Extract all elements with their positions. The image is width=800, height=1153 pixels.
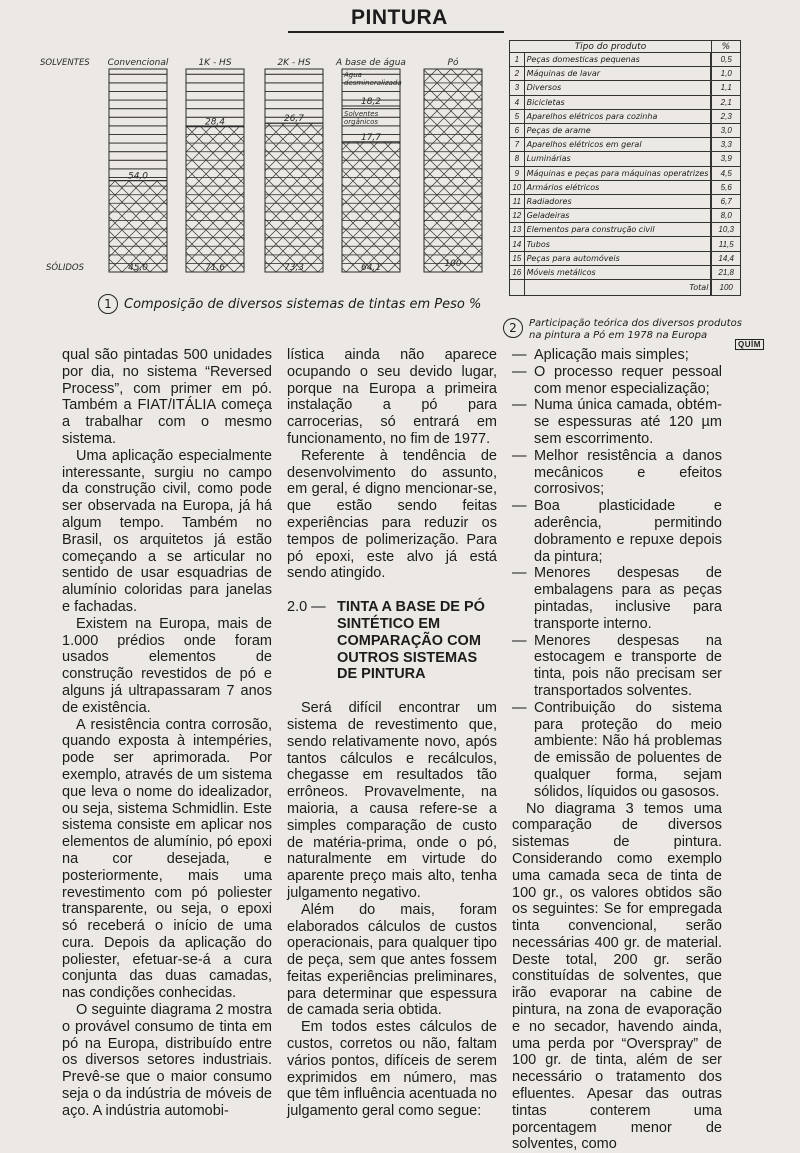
product-name: Máquinas de lavar <box>524 67 711 81</box>
value-label: 54,0 <box>127 171 149 182</box>
list-dash: — <box>512 498 527 515</box>
solvent-label: Solventes <box>344 109 379 118</box>
product-percent: 3,9 <box>711 152 740 166</box>
text-column-3 <box>512 347 722 1153</box>
row-number: 5 <box>510 109 525 123</box>
product-name: Luminárias <box>524 152 711 166</box>
table-caption-text: Participação teórica dos diversos produtos na pintura a Pó em 1978 na Europa <box>529 318 742 341</box>
chart-title: Composição de diversos sistemas de tintas em Peso % <box>124 297 482 312</box>
category-label: Pó <box>447 58 459 68</box>
row-number: 1 <box>510 53 525 67</box>
product-name: Máquinas e peças para máquinas operatrizes <box>524 166 711 180</box>
advantage-text: Boa plasticidade e aderência, permitindo dobramento e repuxe depois da pintura; <box>534 498 722 565</box>
solids-segment <box>265 123 323 272</box>
row-number: 4 <box>510 95 525 109</box>
product-percent: 1,1 <box>711 81 740 95</box>
advantage-item <box>512 498 722 565</box>
solids-segment <box>109 181 167 272</box>
table-row <box>510 194 741 208</box>
section-number: 2.0 — <box>287 599 326 616</box>
product-percent: 3,0 <box>711 123 740 137</box>
total-label: Total <box>524 280 711 296</box>
advantage-item <box>512 347 722 364</box>
paragraph: No diagrama 3 temos uma comparação de diversos sistemas de pintura. Considerando como exemplo uma camada seca de tinta de 100 gr., os valores obtidos são os seguintes: Se for empregada tinta convencional, serão necessárias 400 gr. de material. Deste total, 200 gr. serão constituídas de solventes, que irão evaporar na cabine de pintura, na zona de evaporação e no secador, havendo ainda, uma perda por “Overspray” de 100 gr. de tinta, além de ser necessário o tratamento dos efluentes. Apesar das outras tintas conterem uma porcentagem menor de solventes, como <box>512 800 722 1153</box>
advantage-item <box>512 700 722 801</box>
product-percent: 4,5 <box>711 166 740 180</box>
advantages-list <box>512 347 722 801</box>
paragraph: Será difícil encontrar um sistema de revestimento que, sendo relativamente novo, após tantos cálculos e recálculos, chegasse em resultados tão errôneos. Provavelmente, na maioria, a causa refere-se a simples comparação de custo de matéria-prima, onde o pó, naturalmente em virtude do aparente preço mais alto, tenha julgamento negativo. <box>287 700 497 901</box>
text-column-1 <box>62 347 272 1120</box>
row-number: 10 <box>510 180 525 194</box>
advantage-item <box>512 397 722 447</box>
solids-segment <box>424 69 482 272</box>
row-number: 7 <box>510 138 525 152</box>
section-heading <box>287 599 497 683</box>
table-row <box>510 123 741 137</box>
product-percent: 10,3 <box>711 223 740 237</box>
list-dash: — <box>512 397 527 414</box>
row-number: 14 <box>510 237 525 251</box>
value-label: 73,3 <box>283 263 305 273</box>
text-column-2 <box>287 347 497 1120</box>
section-title: TINTA A BASE DE PÓ SINTÉTICO EM COMPARAÇÃO COM OUTROS SISTEMAS DE PINTURA <box>337 599 485 683</box>
product-percent: 0,5 <box>711 53 740 67</box>
category-label: 1K - HS <box>198 58 232 68</box>
advantage-item <box>512 633 722 700</box>
advantage-item <box>512 448 722 498</box>
table-caption <box>503 318 753 342</box>
product-name: Móveis metálicos <box>524 265 711 279</box>
publisher-badge: QUÍM <box>735 339 764 350</box>
product-percent: 2,3 <box>711 109 740 123</box>
value-label: 45,0 <box>127 263 149 273</box>
value-label: 17,7 <box>360 132 382 143</box>
product-name: Peças domesticas pequenas <box>524 53 711 67</box>
product-percent: 2,1 <box>711 95 740 109</box>
category-label: Convencional <box>107 58 169 68</box>
product-percent: 6,7 <box>711 194 740 208</box>
advantage-text: Aplicação mais simples; <box>534 347 689 363</box>
row-number: 15 <box>510 251 525 265</box>
paragraph: Referente à tendência de desenvolvimento do assunto, em geral, é digno mencionar-se, que estão sendo feitas experiências para reduzir os tempos de polimerização. Para pó epoxi, este alvo já está sendo atingido. <box>287 447 497 582</box>
category-label: A base de água <box>336 58 406 68</box>
table-row <box>510 152 741 166</box>
product-name: Elementos para construção civil <box>524 223 711 237</box>
paragraph: Uma aplicação especialmente interessante, surgiu no campo da construção civil, como pode ser observada na Europa, já há algum tempo. Também no Brasil, os arquitetos já estão começando a se articular no sentido de usar esquadrias de alumínio coloridas para janelas e fachadas. <box>62 447 272 615</box>
table-row <box>510 53 741 67</box>
product-percent: 14,4 <box>711 251 740 265</box>
product-name: Aparelhos elétricos para cozinha <box>524 109 711 123</box>
table-row <box>510 265 741 279</box>
value-label: 64,1 <box>360 263 382 273</box>
advantage-text: Melhor resistência a danos mecânicos e efeitos corrosivos; <box>534 447 722 498</box>
title-underline <box>288 31 504 33</box>
advantage-item <box>512 565 722 632</box>
list-dash: — <box>512 565 527 582</box>
table-row <box>510 67 741 81</box>
value-label: 28,4 <box>204 117 226 128</box>
table-row <box>510 209 741 223</box>
row-number: 16 <box>510 265 525 279</box>
category-label: 2K - HS <box>277 58 311 68</box>
paragraph: Existem na Europa, mais de 1.000 prédios onde foram usados elementos de construção revestidos de pó e alguns já ultrapassaram 7 anos de existência. <box>62 615 272 716</box>
advantage-text: Menores despesas na estocagem e transporte de tinta, pois não precisam ser transportados solventes. <box>534 632 722 699</box>
table-row <box>510 95 741 109</box>
product-percent: 21,8 <box>711 265 740 279</box>
row-number: 3 <box>510 81 525 95</box>
table-row <box>510 138 741 152</box>
product-name: Bicicletas <box>524 95 711 109</box>
table-row <box>510 251 741 265</box>
row-number: 8 <box>510 152 525 166</box>
paragraph: Em todos estes cálculos de custos, corretos ou não, faltam vários pontos, difíceis de serem exprimidos em número, mas que têm influência acentuada no julgamento geral como segue: <box>287 1019 497 1120</box>
table-row <box>510 237 741 251</box>
table-row <box>510 180 741 194</box>
paragraph: A resistência contra corrosão, quando exposta à intempéries, pode ser aprimorada. Por exemplo, através de um sistema que leva o nome do idealizador, ou seja, sistema Schmidlin. Este sistema consiste em aplicar nos elementos de alumínio, pó epoxi na cor desejada, e posteriormente, mais uma revestimento com pó poliester transparente, ou seja, o epoxi só receberá o início de uma cura. Depois da aplicação do poliester, efetuar-se-á a cura conjunta das duas camadas, nas condições conhecidas. <box>62 716 272 1002</box>
value-label: 71,6 <box>204 263 226 273</box>
value-label: 18,2 <box>360 96 382 107</box>
list-dash: — <box>512 347 527 363</box>
advantage-item <box>512 364 722 398</box>
product-percent: 5,6 <box>711 180 740 194</box>
solids-segment <box>342 142 400 272</box>
figure-number-2: 2 <box>503 318 523 338</box>
list-dash: — <box>512 632 527 649</box>
product-percent: 3,3 <box>711 138 740 152</box>
table-header-percent: % <box>711 41 740 53</box>
list-dash: — <box>512 699 527 716</box>
paragraph: qual são pintadas 500 unidades por dia, no sistema “Reversed Process”, com primer em pó. Também a FIAT/ITÁLIA começa a trabalhar com o mesmo sistema. <box>62 347 272 447</box>
product-name: Diversos <box>524 81 711 95</box>
product-percent: 11,5 <box>711 237 740 251</box>
row-number: 9 <box>510 166 525 180</box>
product-percent: 8,0 <box>711 209 740 223</box>
row-label-solvents: SOLVENTES <box>40 58 90 68</box>
paragraph: lística ainda não aparece ocupando o seu devido lugar, porque na Europa a primeira instalação a pó para carrocerias, só entrará em funcionamento, no fim de 1977. <box>287 347 497 447</box>
water-label: Água <box>344 71 362 79</box>
paragraph: Além do mais, foram elaborados cálculos de custos operacionais, para qualquer tipo de peça, sem que antes fossem feitas experiências preliminares, para determinar que espessura de camada seria obtida. <box>287 901 497 1019</box>
page-title: PINTURA <box>351 6 448 29</box>
product-name: Tubos <box>524 237 711 251</box>
row-number: 13 <box>510 223 525 237</box>
advantage-text: Numa única camada, obtém-se espessuras até 120 µm sem escorrimento. <box>534 397 722 447</box>
paragraph: O seguinte diagrama 2 mostra o provável consumo de tinta em pó na Europa, distribuído entre os diversos setores industriais. Prevê-se que o maior consumo seja o da indústria de móveis de aço. A indústria automobi- <box>62 1002 272 1119</box>
figure-number: 1 <box>98 294 118 314</box>
solvent-segment <box>109 69 167 181</box>
row-label-solids: SÓLIDOS <box>46 263 84 273</box>
product-name: Radiadores <box>524 194 711 208</box>
water-label: desmineralizada <box>344 79 402 87</box>
advantage-text: O processo requer pessoal com menor especialização; <box>534 363 722 397</box>
product-percent: 1,0 <box>711 67 740 81</box>
table-row <box>510 166 741 180</box>
table-header-product: Tipo do produto <box>510 41 712 53</box>
product-name: Armários elétricos <box>524 180 711 194</box>
solvent-label: orgânicos <box>344 117 379 126</box>
advantage-text: Contribuição do sistema para proteção do meio ambiente: Não há problemas de emissão de poluentes de qualquer forma, sejam sólidos, líquidos ou gasosos. <box>534 699 722 800</box>
table-total-row <box>510 280 741 296</box>
row-number: 12 <box>510 209 525 223</box>
list-dash: — <box>512 447 527 464</box>
composition-chart <box>38 48 498 318</box>
advantage-text: Menores despesas de embalagens para as peças pintadas, inclusive para transporte interno. <box>534 565 722 632</box>
product-name: Aparelhos elétricos em geral <box>524 138 711 152</box>
row-number: 6 <box>510 123 525 137</box>
value-label: 100 <box>444 259 462 269</box>
product-name: Peças para automóveis <box>524 251 711 265</box>
product-name: Peças de arame <box>524 123 711 137</box>
table-row <box>510 109 741 123</box>
product-name: Geladeiras <box>524 209 711 223</box>
list-dash: — <box>512 363 527 380</box>
chart-caption <box>98 294 481 314</box>
product-table <box>509 40 741 296</box>
value-label: 26,7 <box>283 114 305 125</box>
table-row <box>510 223 741 237</box>
row-number: 11 <box>510 194 525 208</box>
table-row <box>510 81 741 95</box>
solids-segment <box>186 127 244 272</box>
total-value: 100 <box>711 280 740 296</box>
row-number: 2 <box>510 67 525 81</box>
